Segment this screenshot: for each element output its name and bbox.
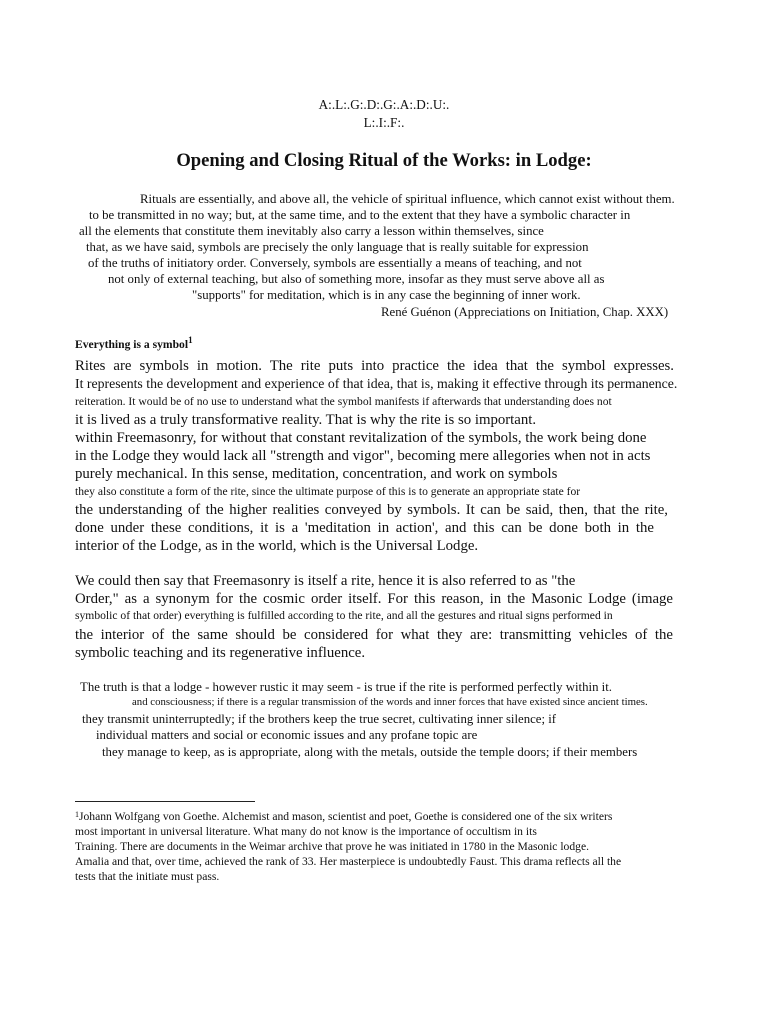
- section-heading: [75, 336, 193, 351]
- body-line: the understanding of the higher realities conveyed by symbols. It can be said, then, that the rite,: [75, 502, 668, 518]
- body-line: in the Lodge they would lack all "strength and vigor", becoming mere allegories when not in acts: [75, 448, 651, 464]
- body-line: reiteration. It would be of no use to understand what the symbol manifests if afterwards that understanding does not: [75, 395, 612, 408]
- body-line: it is lived as a truly transformative reality. That is why the rite is so important.: [75, 412, 537, 428]
- body-line: symbolic of that order) everything is fulfilled according to the rite, and all the gestures and ritual signs performed in: [75, 609, 613, 622]
- footnote-line: Amalia and that, over time, achieved the rank of 33. Her masterpiece is undoubtedly Faust. This drama reflects all the: [75, 855, 622, 868]
- quote-line: Rituals are essentially, and above all, the vehicle of spiritual influence, which cannot exist without them.: [140, 192, 675, 206]
- quote-attribution: René Guénon (Appreciations on Initiation, Chap. XXX): [381, 305, 669, 319]
- document-title: Opening and Closing Ritual of the Works: in Lodge:: [176, 150, 592, 171]
- quote-line: not only of external teaching, but also of something more, insofar as they must serve above all as: [108, 272, 605, 286]
- body-line: purely mechanical. In this sense, meditation, concentration, and work on symbols: [75, 466, 558, 482]
- footnote-line: [75, 811, 612, 823]
- body-line: Order," as a synonym for the cosmic order itself. For this reason, in the Masonic Lodge (image: [75, 591, 673, 607]
- body-line: and consciousness; if there is a regular transmission of the words and inner forces that have existed since ancient times.: [132, 696, 648, 708]
- footnote-line: Training. There are documents in the Weimar archive that prove he was initiated in 1780 in the Masonic lodge.: [75, 840, 589, 853]
- body-line: they manage to keep, as is appropriate, along with the metals, outside the temple doors; if their members: [102, 745, 638, 759]
- footnote-line: tests that the initiate must pass.: [75, 870, 220, 883]
- body-line: interior of the Lodge, as in the world, which is the Universal Lodge.: [75, 538, 479, 554]
- footnote-divider: [75, 801, 255, 802]
- lodge-abbreviation-2: L:.I:.F:.: [363, 115, 405, 130]
- body-line: Rites are symbols in motion. The rite puts into practice the idea that the symbol expresses.: [75, 358, 674, 374]
- quote-line: all the elements that constitute them inevitably also carry a lesson within themselves, since: [79, 224, 544, 238]
- footnote-line: most important in universal literature. What many do not know is the importance of occultism in its: [75, 825, 537, 838]
- quote-line: to be transmitted in no way; but, at the same time, and to the extent that they have a symbolic character in: [89, 208, 631, 222]
- body-line: symbolic teaching and its regenerative influence.: [75, 645, 366, 661]
- quote-line: of the truths of initiatory order. Conversely, symbols are essentially a means of teaching, and not: [88, 256, 582, 270]
- footnote-mark: 1: [75, 810, 79, 819]
- body-line: they transmit uninterruptedly; if the brothers keep the true secret, cultivating inner silence; if: [82, 712, 557, 726]
- footnote-reference: 1: [188, 335, 193, 345]
- body-line: they also constitute a form of the rite, since the ultimate purpose of this is to generate an appropriate state for: [75, 485, 581, 498]
- body-line: We could then say that Freemasonry is itself a rite, hence it is also referred to as "the: [75, 573, 576, 589]
- body-line: done under these conditions, it is a 'meditation in action', and this can be done both in the: [75, 520, 654, 536]
- body-line: within Freemasonry, for without that constant revitalization of the symbols, the work being done: [75, 430, 647, 446]
- body-line: The truth is that a lodge - however rustic it may seem - is true if the rite is performed perfectly within it.: [80, 680, 612, 694]
- section-heading-text: Everything is a symbol: [75, 338, 189, 351]
- body-line: It represents the development and experience of that idea, that is, making it effective through its permanence.: [75, 376, 678, 391]
- body-line: individual matters and social or economic issues and any profane topic are: [96, 728, 478, 742]
- quote-line: "supports" for meditation, which is in any case the beginning of inner work.: [192, 288, 581, 302]
- quote-line: that, as we have said, symbols are precisely the only language that is really suitable for expression: [86, 240, 589, 254]
- lodge-abbreviation: A:.L:.G:.D:.G:.A:.D:.U:.: [318, 97, 450, 112]
- body-line: the interior of the same should be considered for what they are: transmitting vehicles of the: [75, 627, 673, 643]
- footnote-text: Johann Wolfgang von Goethe. Alchemist and mason, scientist and poet, Goethe is considered one of the six writers: [79, 810, 613, 823]
